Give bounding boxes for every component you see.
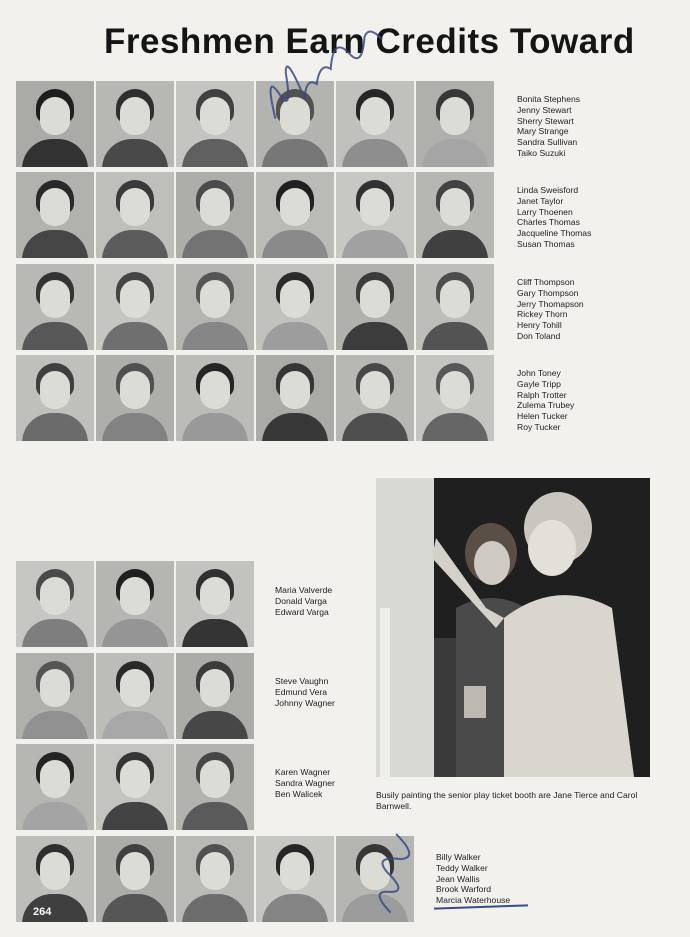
student-name: Ben Walicek [275,788,323,799]
name-list-row-6 [275,676,335,708]
name-list-row-4 [517,368,574,433]
student-portrait [176,653,254,739]
student-portrait [16,653,94,739]
student-name: Edmund Vera [275,686,328,697]
student-portrait [416,81,494,167]
student-portrait [256,172,334,258]
student-name: Billy Walker [436,852,481,862]
student-portrait [16,836,94,922]
student-portrait [96,744,174,830]
student-portrait [96,264,174,350]
student-portrait [96,561,174,647]
student-portrait [416,355,494,441]
name-list-row-7 [275,767,335,799]
student-name: Helen Tucker [517,411,568,422]
student-portrait [256,264,334,350]
student-name: Jacqueline Thomas [517,228,592,239]
student-portrait [336,172,414,258]
name-list-row-5 [275,585,332,617]
student-portrait [16,264,94,350]
student-name: Zulema Trubey [517,400,575,411]
student-portrait [176,836,254,922]
student-name: Karen Wagner [275,767,331,777]
student-name: Don Toland [517,330,561,341]
name-list-row-1 [517,94,580,159]
student-name: Jean Wallis [436,873,480,884]
page-number: 264 [33,906,52,918]
student-portrait [336,355,414,441]
student-portrait [16,81,94,167]
student-name: Sandra Wagner [275,777,335,788]
student-name: John Toney [517,368,561,378]
student-name: Johnny Wagner [275,697,335,708]
student-name: Rickey Thorn [517,309,568,320]
student-portrait [336,264,414,350]
student-portrait [176,744,254,830]
ticket-booth-photo [376,478,650,777]
student-portrait [176,355,254,441]
student-name: Edward Varga [275,606,329,617]
student-name: Gayle Tripp [517,378,561,389]
student-portrait [96,172,174,258]
student-name: Charles Thomas [517,217,580,228]
student-portrait [16,561,94,647]
student-portrait [416,172,494,258]
student-name: Gary Thompson [517,287,579,298]
photo-caption: Busily painting the senior play ticket booth are Jane Tierce and Carol Barnwell. [376,790,638,811]
student-portrait [176,561,254,647]
student-name: Mary Strange [517,126,569,137]
student-portrait [176,264,254,350]
student-name: Maria Valverde [275,585,333,595]
student-portrait [16,172,94,258]
student-name: Teddy Walker [436,862,488,873]
student-name: Larry Thoenen [517,206,573,217]
student-name: Susan Thomas [517,238,575,249]
student-name: Roy Tucker [517,421,561,432]
student-name: Linda Sweisford [517,185,579,195]
student-portrait [16,355,94,441]
student-portrait [256,836,334,922]
student-portrait [176,81,254,167]
page-title: Freshmen Earn Credits Toward [104,22,635,61]
student-name: Marcia Waterhouse [436,895,511,906]
student-portrait [16,744,94,830]
ticket-booth-photo-art [376,478,650,777]
student-name: Sandra Sullivan [517,137,578,148]
student-name: Jenny Stewart [517,104,572,115]
student-portrait [416,264,494,350]
student-portrait [96,836,174,922]
student-name: Janet Taylor [517,195,564,206]
student-name: Bonita Stephens [517,94,581,104]
student-name: Cliff Thompson [517,277,575,287]
student-name: Henry Tohill [517,320,562,331]
student-name: Donald Varga [275,595,327,606]
name-list-row-8 [436,852,510,906]
student-name: Brook Warford [436,884,492,895]
student-portrait [176,172,254,258]
student-name: Ralph Trotter [517,389,567,400]
student-portrait [256,355,334,441]
name-list-row-2 [517,185,591,250]
student-name: Taiko Suzuki [517,147,566,158]
student-portrait [96,355,174,441]
student-name: Steve Vaughn [275,676,329,686]
student-name: Jerry Thomapson [517,298,584,309]
student-portrait [96,653,174,739]
name-list-row-3 [517,277,584,342]
student-name: Sherry Stewart [517,115,574,126]
student-portrait [96,81,174,167]
